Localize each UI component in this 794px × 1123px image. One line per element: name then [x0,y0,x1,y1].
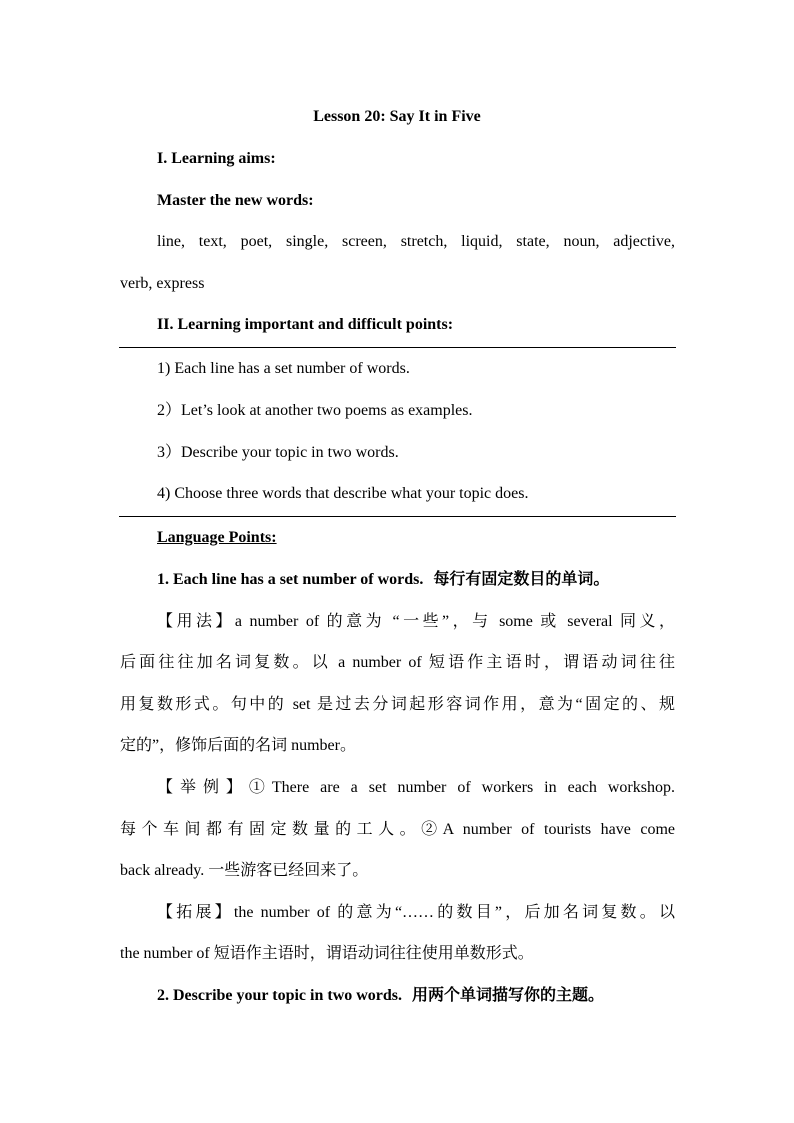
lesson-title: Lesson 20: Say It in Five [313,108,481,125]
points-heading: II. Learning important and difficult points: [157,316,454,333]
usage-line-3: 用复数形式。句中的 set 是过去分词起形容词作用，意为“固定的、规 [120,696,675,713]
language-points-heading: Language Points: [157,529,277,546]
aims-heading: I. Learning aims: [157,150,276,167]
point-item-1: 1) Each line has a set number of words. [157,360,410,377]
example-line-3: back already. 一些游客已经回来了。 [120,862,369,879]
usage-line-1: 【用法】a number of 的意为 “一些”，与 some 或 several 同义， [157,613,675,630]
example-line-2: 每个车间都有固定数量的工人。②A number of tourists have come [120,821,675,838]
usage-line-2: 后面往往加名词复数。以 a number of 短语作主语时，谓语动词往往 [120,654,675,671]
example-line-1: 【举例】①There are a set number of workers in each workshop. [157,779,675,796]
point-item-2: 2）Let’s look at another two poems as examples. [157,402,473,419]
point-1-english: 1. Each line has a set number of words. [157,571,424,588]
points-bottom-rule [119,516,676,517]
point-1-heading [157,570,609,590]
extend-line-2: the number of 短语作主语时，谓语动词往往使用单数形式。 [120,945,534,962]
point-2-english: 2. Describe your topic in two words. [157,987,403,1004]
new-words-line-1: line, text, poet, single, screen, stretch, liquid, state, noun, adjective, [157,233,675,250]
usage-line-4: 定的”，修饰后面的名词 number。 [120,737,356,754]
new-words-line-2: verb, express [120,275,205,292]
new-words-heading: Master the new words: [157,192,314,209]
point-2-heading [157,986,604,1006]
extend-line-1: 【拓展】the number of 的意为“……的数目”，后加名词复数。以 [157,904,675,921]
point-item-3: 3）Describe your topic in two words. [157,444,399,461]
points-top-rule [119,347,676,348]
point-1-chinese: 每行有固定数目的单词。 [433,571,610,588]
point-2-chinese: 用两个单词描写你的主题。 [412,987,605,1004]
point-item-4: 4) Choose three words that describe what your topic does. [157,485,529,502]
